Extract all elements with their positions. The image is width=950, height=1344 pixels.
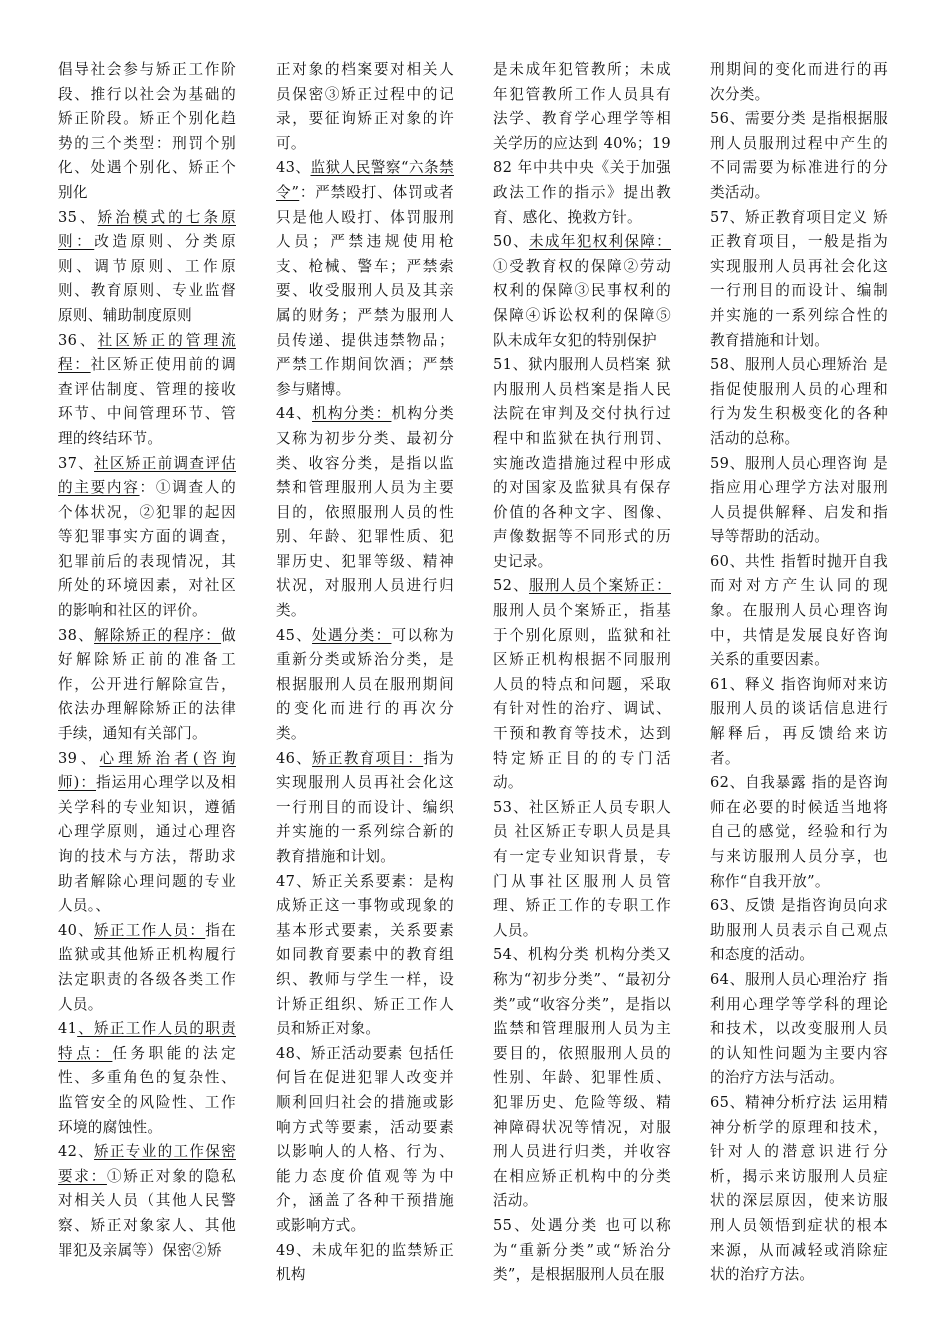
- entry-paragraph: [710, 58, 888, 107]
- entry-text: 正对象的档案要对相关人员保密③矫正过程中的记录，要征询矫正对象的许可。: [276, 61, 454, 152]
- entry-text: 任务职能的法定性、多重角色的复杂性、监管安全的风险性、工作环境的腐蚀性。: [58, 1044, 236, 1136]
- entry-text: 服刑人员心理咨询 是指应用心理学方法对服刑人员提供解释、启发和指导等帮助的活动。: [710, 454, 888, 546]
- entry-text: 需要分类 是指根据服刑人员服刑过程中产生的不同需要为标准进行的分类活动。: [710, 110, 888, 201]
- entry-heading: 社区矫正前调查评估的主要内容: [58, 454, 236, 497]
- entry-paragraph: [710, 894, 888, 968]
- entry-heading: 监狱人民警察“六条禁令”: [276, 159, 454, 201]
- entry-text: 服刑人员心理治疗 指利用心理学等学科的理论和技术，以改变服刑人员的认知性问题为主要内容的治疗方法与活动。: [710, 970, 888, 1087]
- entry-paragraph: [276, 1239, 454, 1288]
- entry-paragraph: [493, 1214, 671, 1288]
- entry-number: 55、: [493, 1216, 532, 1234]
- entry-number: 56、: [710, 110, 745, 128]
- entry-heading: 未成年犯权利保障：: [529, 233, 671, 251]
- entry-paragraph: [58, 1140, 236, 1263]
- entry-text: 自我暴露 指的是咨询师在必要的时候适当地将自己的感觉，经验和行为与来访服刑人员分享，也称作“自我开放”。: [710, 774, 888, 890]
- column-1: [58, 58, 236, 1263]
- entry-text: 倡导社会参与矫正工作阶段、推行以社会为基础的矫正阶段。矫正个别化趋势的三个类型：刑罚个别化、处遇个别化、矫正个别化: [58, 61, 236, 201]
- entry-text: 指在监狱或其他矫正机构履行法定职责的各级各类工作人员。: [58, 921, 236, 1013]
- entry-paragraph: [276, 1042, 454, 1239]
- entry-paragraph: [58, 329, 236, 452]
- entry-paragraph: [710, 1091, 888, 1288]
- entry-text: 矫正教育项目定义 矫正教育项目，一般是指为实现服刑人员再社会化这一行刑目的而设计、编制并实施的一系列综合性的教育措施和计划。: [710, 208, 888, 349]
- entry-text: 处遇分类 也可以称为“重新分类”或“矫治分类”，是根据服刑人员在服: [493, 1216, 671, 1284]
- entry-paragraph: [710, 968, 888, 1091]
- entry-paragraph: [58, 747, 236, 919]
- entry-text: 指运用心理学以及相关学科的专业知识，遵循心理学原则，通过心理咨询的技术与方法，帮助求助者解除心理问题的专业人员。、: [58, 774, 237, 915]
- entry-number: 36、: [58, 331, 98, 349]
- entry-paragraph: [710, 206, 888, 354]
- entry-number: 39、: [58, 749, 100, 767]
- column-3: [493, 58, 671, 1288]
- entry-number: 45、: [276, 626, 313, 644]
- entry-number: 54、: [493, 946, 528, 964]
- entry-paragraph: [493, 943, 671, 1214]
- entry-heading: 心理矫治者(咨询师)：: [58, 749, 236, 792]
- entry-number: 41: [58, 1020, 78, 1038]
- entry-heading: 解除矫正的程序：: [94, 626, 222, 644]
- entry-number: 37、: [58, 454, 95, 472]
- entry-text: 反馈 是指咨询员向求助服刑人员表示自己观点和态度的活动。: [710, 897, 888, 964]
- entry-paragraph: [493, 353, 671, 574]
- entry-paragraph: [710, 673, 888, 771]
- entry-number: 43、: [276, 159, 311, 177]
- entry-paragraph: [710, 550, 888, 673]
- entry-number: 57、: [710, 208, 745, 226]
- entry-number: 63、: [710, 897, 745, 915]
- entry-text: 社区矫正使用前的调查评估制度、管理的接收环节、中间管理环节、管理的终结环节。: [58, 356, 236, 447]
- entry-text: 做好解除矫正前的准备工作，公开进行解除宣告，依法办理解除矫正的法律手续，通知有关部门。: [58, 626, 236, 743]
- entry-paragraph: [58, 624, 236, 747]
- entry-heading: 服刑人员个案矫正：: [529, 577, 671, 595]
- entry-heading: 矫治模式的七条原则：: [58, 208, 236, 251]
- entry-text: ①受教育权的保障②劳动权利的保障③民事权利的保障④诉讼权利的保障⑤队未成年女犯的特别保护: [493, 257, 671, 349]
- entry-number: 38、: [58, 626, 95, 644]
- entry-paragraph: [276, 58, 454, 156]
- entry-text: 狱内服刑人员档案 狱内服刑人员档案是指人民法院在审判及交付执行过程中和监狱在执行刑罚、实施改造措施过程中形成的对国家及监狱具有保存价值的各种文字、图像、声像数据等不同形式的历史记录。: [493, 356, 671, 570]
- entry-number: 35、: [58, 208, 98, 226]
- entry-paragraph: [710, 771, 888, 894]
- entry-paragraph: [493, 796, 671, 944]
- entry-text: 指为实现服刑人员再社会化这一行刑目的而设计、编织并实施的一系列综合新的教育措施和计划。: [276, 749, 454, 865]
- entry-paragraph: [276, 747, 454, 870]
- entry-heading: 机构分类：: [312, 405, 392, 423]
- entry-paragraph: [58, 58, 236, 206]
- entry-text: 可以称为重新分类或矫治分类，是根据服刑人员在服刑期间的变化而进行的再次分类。: [276, 626, 454, 743]
- entry-paragraph: [58, 206, 236, 329]
- entry-number: 59、: [710, 454, 745, 472]
- entry-number: 49、: [276, 1241, 313, 1259]
- entry-number: 62、: [710, 774, 745, 792]
- entry-text: 矫正活动要素 包括任何旨在促进犯罪人改变并顺利回归社会的措施或影响方式等要素，活动要素以影响人的人格、行为、能力态度价值观等为中介，涵盖了各种干预措施或影响方式。: [276, 1044, 454, 1234]
- entry-heading: 处遇分类：: [312, 626, 392, 644]
- entry-text: 刑期间的变化而进行的再次分类。: [710, 61, 888, 103]
- entry-number: 61、: [710, 675, 745, 693]
- entry-number: 64、: [710, 970, 745, 988]
- entry-heading: 矫正教育项目：: [312, 749, 424, 767]
- entry-paragraph: [276, 870, 454, 1042]
- entry-paragraph: [58, 1017, 236, 1140]
- entry-text: 社区矫正人员专职人员 社区矫正专职人员是具有一定专业知识背景，专门从事社区服刑人员管理、矫正工作的专职工作人员。: [493, 798, 671, 939]
- entry-number: 46、: [276, 749, 313, 767]
- entry-text: 未成年犯的监禁矫正机构: [276, 1241, 454, 1284]
- entry-text: 精神分析疗法 运用精神分析学的原理和技术，针对人的潜意识进行分析，揭示来访服刑人员症状的深层原因，使来访服刑人员领悟到症状的根本来源，从而减轻或消除症状的治疗方法。: [710, 1093, 888, 1284]
- entry-paragraph: [493, 574, 671, 795]
- entry-heading: 矫正专业的工作保密要求：: [58, 1143, 236, 1185]
- entry-text: 释义 指咨询师对来访服刑人员的谈话信息进行解释后，再反馈给来访者。: [710, 675, 888, 767]
- entry-paragraph: [58, 452, 236, 624]
- entry-text: 机构分类又称为初步分类、最初分类、收容分类，是指以监禁和管理服刑人员为主要目的，依照服刑人员的性别、年龄、犯罪性质、犯罪历史、犯罪等级、精神状况，对服刑人员进行归类。: [276, 405, 454, 620]
- entry-text: ①矫正对象的隐私对相关人员（其他人民警察、矫正对象家人、其他罪犯及亲属等）保密②矫: [58, 1167, 236, 1259]
- entry-paragraph: [276, 402, 454, 623]
- entry-number: 47、: [276, 872, 313, 890]
- entry-number: 48、: [276, 1044, 311, 1062]
- entry-text: 机构分类 机构分类又称为“初步分类”、“最初分类”或“收容分类”，是指以监禁和管理服刑人员为主要目的，依照服刑人员的性别、年龄、犯罪性质、犯罪历史、危险等级、精神障碍状况等情况，对服刑人员进行归类，并收容在相应矫正机构中的分类活动。: [493, 946, 671, 1210]
- entry-text: 服刑人员心理矫治 是指促使服刑人员的心理和行为发生积极变化的各种活动的总称。: [710, 356, 888, 447]
- entry-paragraph: [58, 919, 236, 1017]
- entry-number: 58、: [710, 356, 745, 374]
- column-4: [710, 58, 888, 1288]
- entry-number: 50、: [493, 233, 530, 251]
- entry-number: 60、: [710, 552, 745, 570]
- entry-number: 52、: [493, 577, 530, 595]
- entry-text: 矫正关系要素：是构成矫正这一事物或现象的基本形式要素，关系要素如同教育要素中的教育组织、教师与学生一样，设计矫正组织、矫正工作人员和矫正对象。: [276, 872, 454, 1038]
- entry-text: ：严禁殴打、体罚或者只是他人殴打、体罚服刑人员；严禁违规使用枪支、枪械、警车；严禁索要、收受服刑人员及其亲属的财务；严禁为服刑人员传递、提供违禁物品；严禁工作期间饮酒；严禁参与赌博。: [276, 183, 454, 398]
- entry-text: ：①调查人的个体状况，②犯罪的起因等犯罪事实方面的调查，犯罪前后的表现情况，其所处的环境因素，对社区的影响和社区的评价。: [58, 479, 236, 620]
- entry-heading: 矫正工作人员：: [94, 921, 206, 939]
- entry-number: 40、: [58, 921, 95, 939]
- entry-number: 51、: [493, 356, 528, 374]
- entry-paragraph: [276, 156, 454, 402]
- entry-paragraph: [276, 624, 454, 747]
- entry-text: 是未成年犯管教所；未成年犯管教所工作人员具有法学、教育学心理学等相关学历的应达到 40%；1982 年中共中央《关于加强政法工作的指示》提出教育、感化、挽救方针。: [493, 61, 671, 226]
- entry-heading: 社区矫正的管理流程：: [58, 331, 236, 374]
- entry-text: 服刑人员个案矫正，指基于个别化原则，监狱和社区矫正机构根据不同服刑人员的特点和问题，采取有针对性的治疗、调试、干预和教育等技术，达到特定矫正目的的专门活动。: [493, 602, 671, 792]
- entry-number: 65、: [710, 1093, 745, 1111]
- entry-paragraph: [493, 230, 671, 353]
- entry-paragraph: [710, 353, 888, 451]
- column-2: [276, 58, 454, 1288]
- entry-text: 改造原则、分类原则、调节原则、工作原则、教育原则、专业监督原则、辅助制度原则: [58, 233, 236, 324]
- entry-paragraph: [493, 58, 671, 230]
- entry-number: 42、: [58, 1143, 95, 1161]
- entry-number: 53、: [493, 798, 530, 816]
- entry-number: 44、: [276, 405, 313, 423]
- entry-text: 共性 指暂时抛开自我而对对方产生认同的现象。在服刑人员心理咨询中，共情是发展良好咨询关系的重要因素。: [710, 552, 888, 669]
- entry-paragraph: [710, 107, 888, 205]
- entry-heading: 、矫正工作人员的职责特点：: [58, 1020, 236, 1062]
- entry-paragraph: [710, 452, 888, 550]
